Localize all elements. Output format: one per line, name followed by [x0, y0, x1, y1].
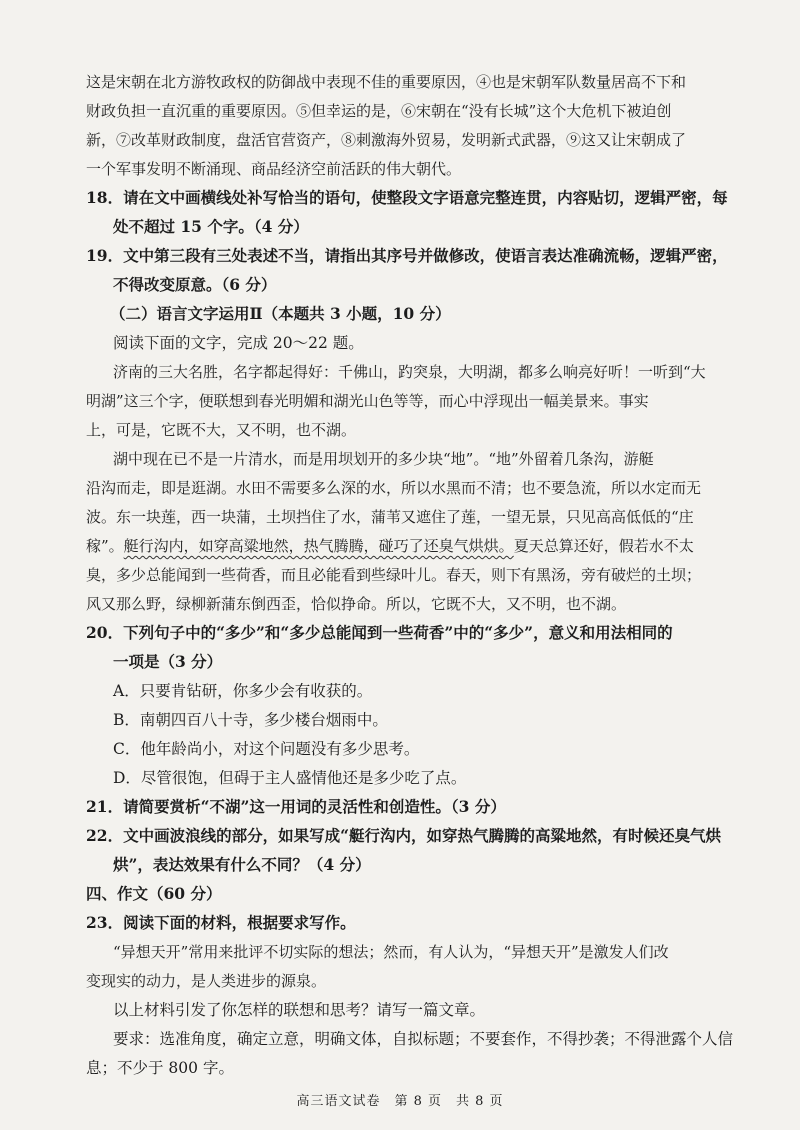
- section-instruction: 阅读下面的文字，完成 20～22 题。: [113, 334, 364, 352]
- question-22-cont: 烘”，表达效果有什么不同？（4 分）: [113, 855, 371, 874]
- option-a: A．只要肯钻研，你多少会有收获的。: [113, 682, 373, 700]
- essay-material: 变现实的动力，是人类进步的源泉。: [86, 972, 327, 990]
- wavy-underlined-sentence: 艇行沟内，如穿高粱地然，热气腾腾，碰巧了还臭气烘烘。: [123, 537, 514, 555]
- passage2-line: 上，可是，它既不大，又不明，也不湖。: [86, 421, 357, 439]
- passage2-line: 臭，多少总能闻到一些荷香，而且必能看到些绿叶儿。春天，则下有黑汤，旁有破烂的土坝；: [86, 566, 702, 584]
- passage-line: 一个军事发明不断涌现、商品经济空前活跃的伟大朝代。: [86, 160, 462, 178]
- passage2-line: 风又那么野，绿柳新蒲东倒西歪，恰似挣命。所以，它既不大，又不明，也不湖。: [86, 595, 627, 613]
- page-footer: 高三语文试卷 第 8 页 共 8 页: [296, 1094, 504, 1109]
- question-21: 21．请简要赏析“不湖”这一用词的灵活性和创造性。（3 分）: [86, 797, 506, 816]
- passage2-line: 湖中现在已不是一片清水，而是用坝划开的多少块“地”。“地”外留着几条沟，游艇: [113, 450, 654, 468]
- option-c: C．他年龄尚小，对这个问题没有多少思考。: [113, 740, 420, 758]
- question-18-cont: 处不超过 15 个字。（4 分）: [113, 217, 309, 236]
- question-23: 23．阅读下面的材料，根据要求写作。: [86, 913, 356, 932]
- question-19: 19．文中第三段有三处表述不当，请指出其序号并做修改，使语言表达准确流畅，逻辑严密，: [86, 246, 728, 265]
- question-18: 18．请在文中画横线处补写恰当的语句，使整段文字语意完整连贯，内容贴切，逻辑严密，每: [86, 188, 728, 207]
- essay-material: “异想天开”常用来批评不切实际的想法；然而，有人认为，“异想天开”是激发人们改: [113, 943, 669, 961]
- section-heading-2: （二）语言文字运用Ⅱ（本题共 3 小题，10 分）: [110, 304, 451, 323]
- essay-prompt: 以上材料引发了你怎样的联想和思考？请写一篇文章。: [113, 1001, 486, 1019]
- question-20: 20．下列句子中的“多少”和“多少总能闻到一些荷香”中的“多少”，意义和用法相同的: [86, 623, 673, 642]
- passage2-text: 稼”。: [86, 537, 124, 555]
- passage2-line: 明湖”这三个字，便联想到春光明媚和湖光山色等等，而心中浮现出一幅美景来。事实: [86, 392, 649, 410]
- passage-line: 这是宋朝在北方游牧政权的防御战中表现不佳的重要原因，④也是宋朝军队数量居高不下和: [86, 73, 687, 91]
- passage-line: 财政负担一直沉重的重要原因。⑤但幸运的是，⑥宋朝在“没有长城”这个大危机下被迫创: [86, 102, 672, 120]
- passage-line: 新，⑦改革财政制度，盘活官营资产，⑧刺激海外贸易，发明新式武器，⑨这又让宋朝成了: [86, 131, 687, 149]
- question-20-cont: 一项是（3 分）: [113, 652, 223, 671]
- passage2-line: 沿沟而走，即是逛湖。水田不需要多么深的水，所以水黑而不清；也不要急流，所以水定而无: [86, 479, 702, 497]
- question-22: 22．文中画波浪线的部分，如果写成“艇行沟内，如穿热气腾腾的高粱地然，有时候还臭气烘: [86, 826, 721, 845]
- passage2-text: 夏天总算还好，假若水不太: [513, 537, 694, 555]
- passage2-line-wavy: [86, 536, 694, 556]
- passage2-line: 波。东一块莲，西一块蒲，土坝挡住了水，蒲苇又遮住了莲，一望无景，只见高高低低的“庄: [86, 508, 694, 526]
- option-d: D．尽管很饱，但碍于主人盛情他还是多少吃了点。: [113, 769, 467, 787]
- passage2-line: 济南的三大名胜，名字都起得好：千佛山，趵突泉，大明湖，都多么响亮好听！一听到“大: [113, 363, 706, 381]
- essay-requirements: 要求：选准角度，确定立意，明确文体，自拟标题；不要套作，不得抄袭；不得泄露个人信: [113, 1030, 734, 1048]
- section-heading-4: 四、作文（60 分）: [86, 884, 222, 903]
- question-19-cont: 不得改变原意。（6 分）: [113, 275, 277, 294]
- option-b: B．南朝四百八十寺，多少楼台烟雨中。: [113, 711, 388, 729]
- essay-requirements-cont: 息；不少于 800 字。: [86, 1059, 234, 1077]
